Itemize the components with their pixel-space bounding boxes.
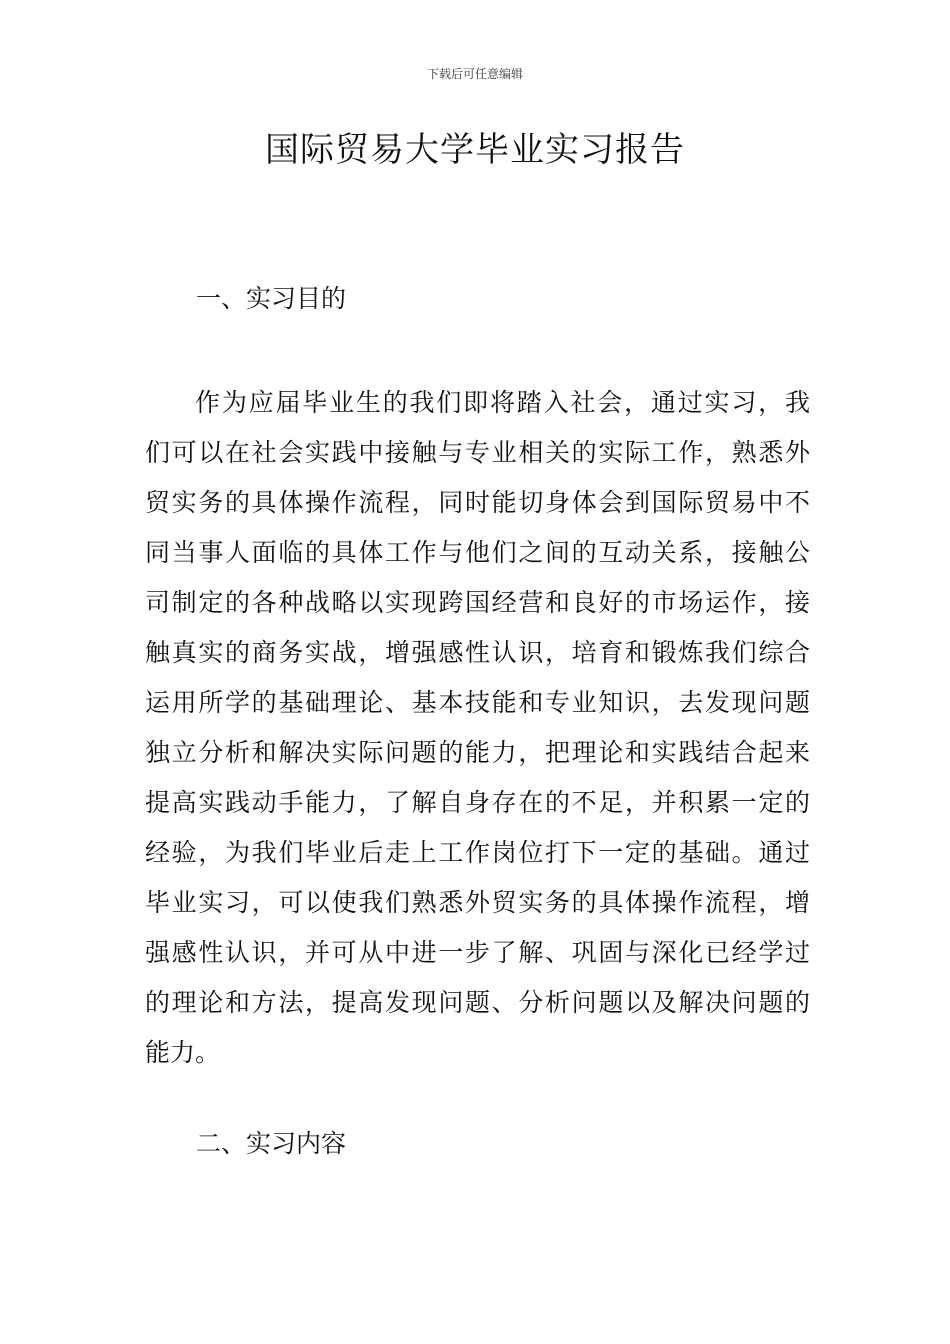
paragraph-line: 提高实践动手能力，了解自身存在的不足，并积累一定的 (145, 788, 810, 817)
header-note: 下载后可任意编辑 (426, 67, 523, 81)
paragraph-line: 作为应届毕业生的我们即将踏入社会，通过实习，我 (195, 388, 810, 417)
paragraph-line: 的理论和方法，提高发现问题、分析问题以及解决问题的 (145, 988, 810, 1017)
paragraph-line: 强感性认识，并可从中进一步了解、巩固与深化已经学过 (145, 938, 810, 967)
document-title: 国际贸易大学毕业实习报告 (265, 130, 685, 170)
paragraph-line: 能力。 (145, 1038, 221, 1067)
paragraph-line: 触真实的商务实战，增强感性认识，培育和锻炼我们综合 (145, 638, 810, 667)
paragraph-line: 独立分析和解决实际问题的能力，把理论和实践结合起来 (145, 738, 810, 767)
paragraph-line: 经验，为我们毕业后走上工作岗位打下一定的基础。通过 (145, 838, 810, 867)
paragraph-line: 毕业实习，可以使我们熟悉外贸实务的具体操作流程，增 (145, 888, 810, 917)
section-heading-purpose: 一、实习目的 (196, 284, 347, 313)
paragraph-line: 同当事人面临的具体工作与他们之间的互动关系，接触公 (145, 538, 810, 567)
paragraph-line: 运用所学的基础理论、基本技能和专业知识，去发现问题 (145, 688, 810, 717)
section-heading-content: 二、实习内容 (196, 1129, 347, 1158)
paragraph-line: 司制定的各种战略以实现跨国经营和良好的市场运作，接 (145, 588, 810, 617)
paragraph-line: 贸实务的具体操作流程，同时能切身体会到国际贸易中不 (145, 488, 810, 517)
section-paragraph-purpose (145, 378, 810, 1078)
paragraph-line: 们可以在社会实践中接触与专业相关的实际工作，熟悉外 (145, 438, 810, 467)
